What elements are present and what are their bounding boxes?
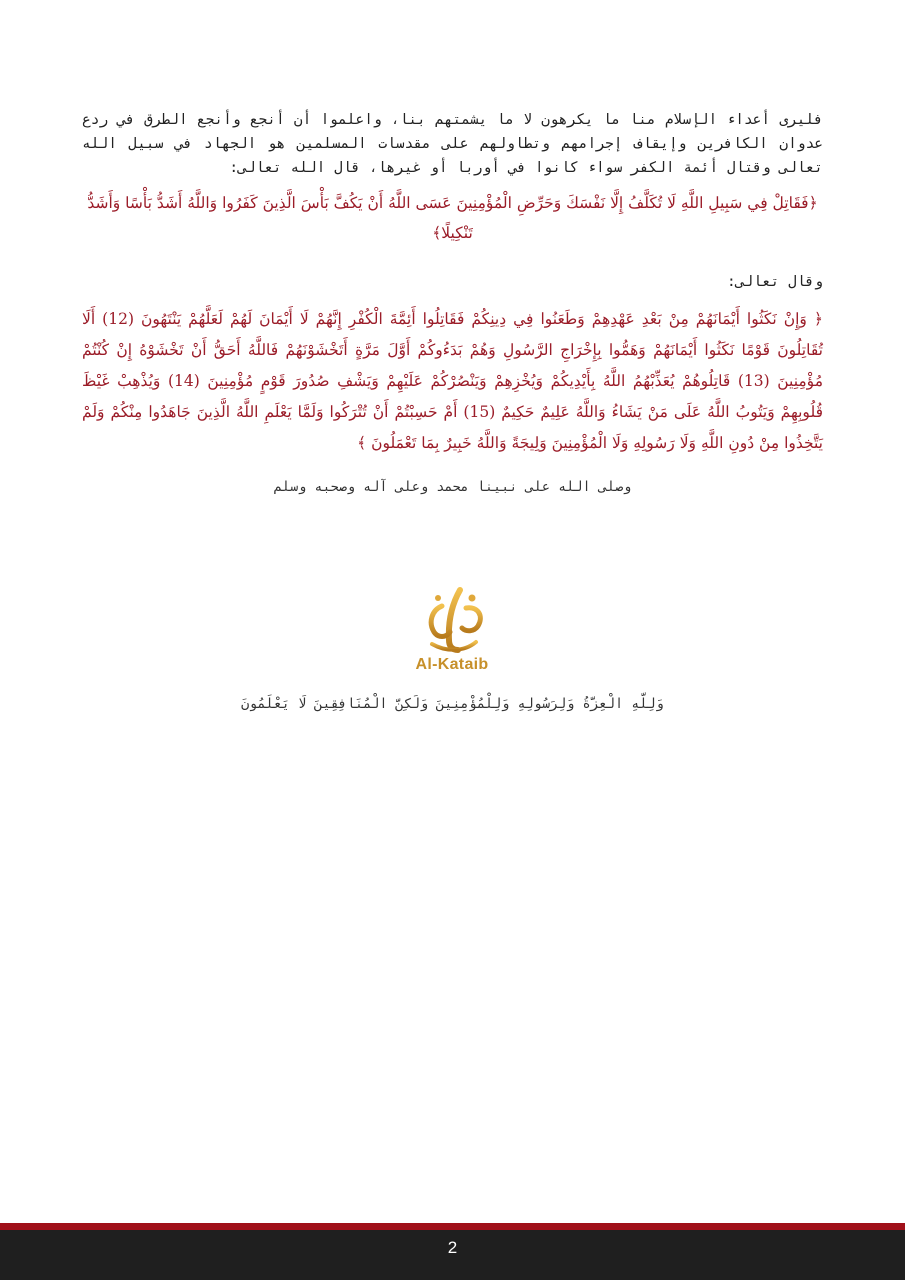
al-kataib-logo bbox=[402, 586, 502, 678]
calligraphy-emblem-icon bbox=[402, 586, 502, 658]
logo-wordmark: Al-Kataib bbox=[415, 656, 489, 673]
quran-verse-1: ﴿فَقَاتِلْ فِي سَبِيلِ اللَّهِ لَا تُكَلَّفُ إِلَّا نَفْسَكَ وَحَرِّضِ الْمُؤْمِنِينَ عَسَى اللَّهُ أَنْ يَكُفَّ بَأْسَ الَّذِينَ كَفَرُوا وَاللَّهُ أَشَدُّ بَأْسًا وَأَشَدُّ تَنْكِيلًا﴾ bbox=[87, 194, 818, 242]
verse-intro: وقال تعالى: bbox=[726, 274, 823, 290]
footer-accent-stripe bbox=[0, 1223, 905, 1230]
quran-verse-2: ﴿ وَإِنْ نَكَثُوا أَيْمَانَهُمْ مِنْ بَعْدِ عَهْدِهِمْ وَطَعَنُوا فِي دِينِكُمْ فَقَاتِلُوا أَئِمَّةَ الْكُفْرِ إِنَّهُمْ لَا أَيْمَانَ لَهُمْ لَعَلَّهُمْ يَنْتَهُونَ (12) أَلَا تُقَاتِلُونَ قَوْمًا نَكَثُوا أَيْمَانَهُمْ وَهَمُّوا بِإِخْرَاجِ الرَّسُولِ وَهُمْ بَدَءُوكُمْ أَوَّلَ مَرَّةٍ أَتَخْشَوْنَهُمْ فَاللَّهُ أَحَقُّ أَنْ تَخْشَوْهُ إِنْ كُنْتُمْ مُؤْمِنِينَ (13) قَاتِلُوهُمْ يُعَذِّبْهُمُ اللَّهُ بِأَيْدِيكُمْ وَيُخْزِهِمْ وَيَنْصُرْكُمْ عَلَيْهِمْ وَيَشْفِ صُدُورَ قَوْمٍ مُؤْمِنِينَ (14) وَيُذْهِبْ غَيْظَ قُلُوبِهِمْ وَيَتُوبُ اللَّهُ عَلَى مَنْ يَشَاءُ وَاللَّهُ عَلِيمٌ حَكِيمٌ (15) أَمْ حَسِبْتُمْ أَنْ تُتْرَكُوا وَلَمَّا يَعْلَمِ اللَّهُ الَّذِينَ جَاهَدُوا مِنْكُمْ وَلَمْ يَتَّخِذُوا مِنْ دُونِ اللَّهِ وَلَا رَسُولِهِ وَلَا الْمُؤْمِنِينَ وَلِيجَةً وَاللَّهُ خَبِيرٌ بِمَا تَعْمَلُونَ ﴾ bbox=[82, 310, 824, 452]
closing-prayer: وصلى الله على نبينا محمد وعلى آله وصحبه وسلم bbox=[273, 479, 632, 495]
page-body bbox=[82, 108, 823, 495]
paragraph-1: فليرى أعداء الإسلام منا ما يكرهون لا ما يشمتهم بنا، واعلموا أن أنجع وأنجع الطرق في ردع عدوان الكافرين وإيقاف إجرامهم وتطاولهم على مقدسات المسلمين هو الجهاد في سبيل الله تعالى وقتال أئمة الكفر سواء كانوا في أوربا أو غيرها، قال الله تعالى: bbox=[82, 112, 823, 176]
page-number: 2 bbox=[447, 1238, 458, 1257]
footer-motto: وَلِلَّهِ الْعِزَّةُ وَلِرَسُولِهِ وَلِلْمُؤْمِنِينَ وَلَكِنَّ الْمُنَافِقِينَ لَا يَعْلَمُونَ bbox=[241, 696, 664, 712]
